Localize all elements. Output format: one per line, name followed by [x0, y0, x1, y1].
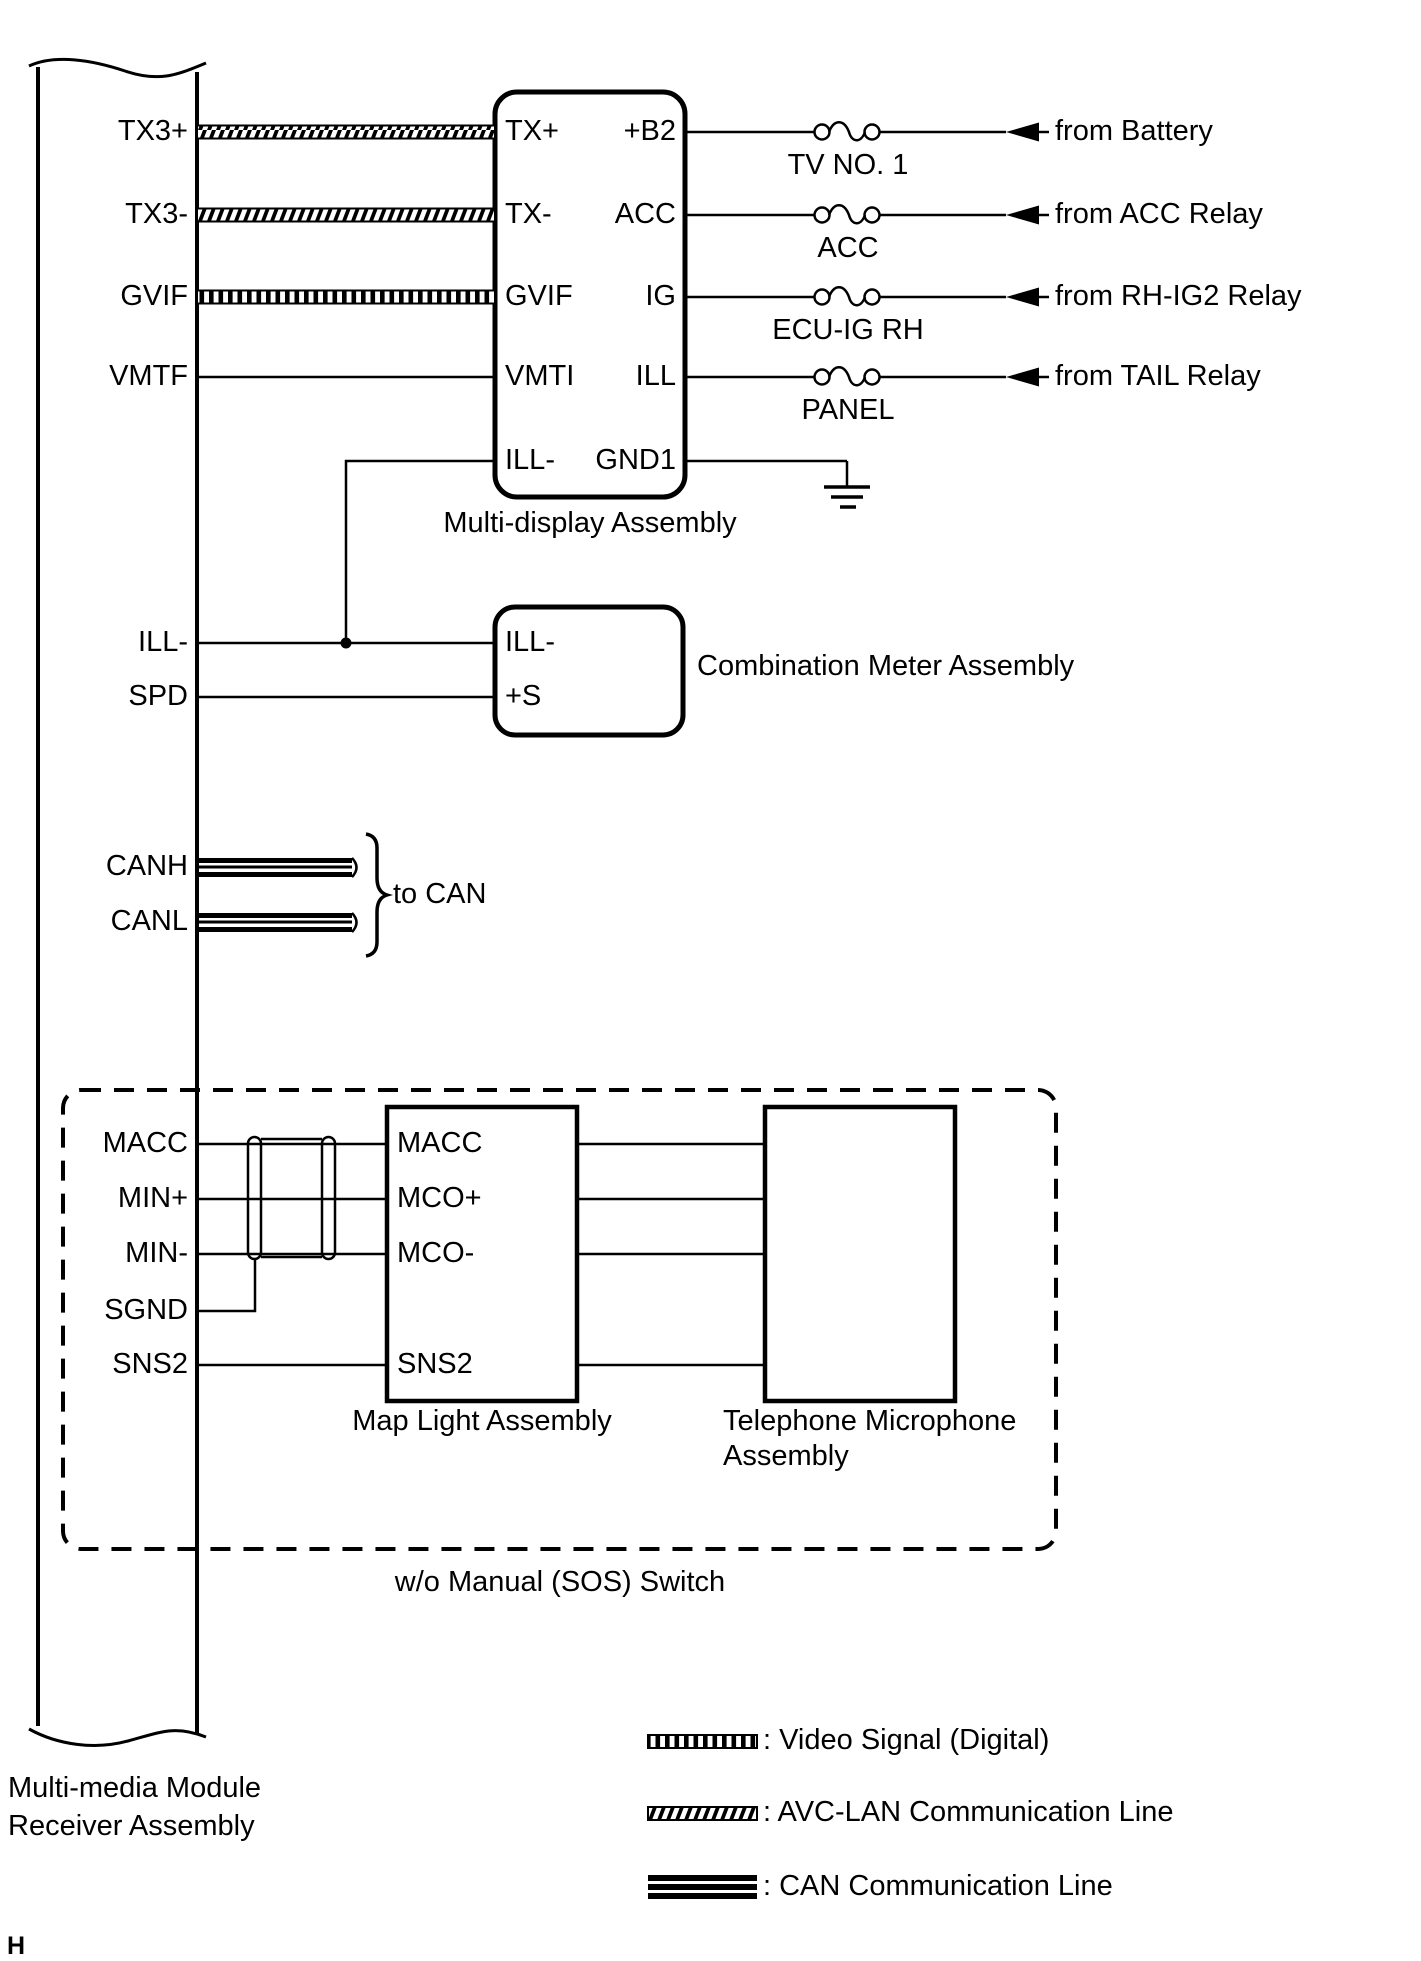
receiver-title-line2: Receiver Assembly — [8, 1809, 255, 1842]
avc-lan-line-tx3minus — [197, 209, 495, 222]
display-pin-illr: ILL — [635, 359, 676, 392]
fuse-icon — [815, 205, 880, 223]
arrow-left-icon — [1006, 123, 1049, 142]
multi-display-title: Multi-display Assembly — [443, 506, 737, 539]
torn-edge-top-icon — [29, 59, 206, 76]
arrow-left-icon — [1006, 206, 1049, 225]
receiver-pin-vmtf: VMTF — [109, 359, 188, 392]
brace-icon — [366, 834, 387, 956]
fuse-label-ecu-ig: ECU-IG RH — [772, 313, 924, 346]
receiver-title-line1: Multi-media Module — [8, 1771, 262, 1804]
source-from-acc-relay: from ACC Relay — [1055, 197, 1263, 230]
fuse-icon — [815, 367, 880, 385]
receiver-pin-canl: CANL — [110, 904, 188, 937]
map-pin-macc: MACC — [397, 1126, 483, 1159]
fuse-icon — [815, 287, 880, 305]
display-pin-ig: IG — [645, 279, 676, 312]
fuse-label-tv-no1: TV NO. 1 — [787, 148, 909, 181]
display-pin-gnd1: GND1 — [595, 443, 676, 476]
can-line-canh — [197, 858, 357, 877]
fuse-row-acc — [685, 205, 1049, 224]
receiver-pin-canh: CANH — [105, 849, 188, 882]
map-pin-sns2: SNS2 — [397, 1347, 473, 1380]
comb-pin-s: +S — [505, 679, 542, 712]
legend-video-line-icon — [648, 1735, 757, 1748]
receiver-pin-macc: MACC — [102, 1126, 188, 1159]
display-pin-gvif: GVIF — [505, 279, 573, 312]
fuse-label-panel: PANEL — [801, 393, 895, 426]
receiver-band — [29, 59, 206, 1745]
display-pin-b2: +B2 — [623, 114, 676, 147]
telephone-mic-title-line2: Assembly — [723, 1439, 849, 1472]
display-pin-txplus: TX+ — [505, 114, 559, 147]
legend-can-line-icon — [648, 1875, 757, 1899]
receiver-pin-tx3plus: TX3+ — [117, 114, 188, 147]
torn-edge-bottom-icon — [29, 1729, 206, 1745]
legend-video-label: : Video Signal (Digital) — [763, 1723, 1050, 1756]
receiver-pin-gvif: GVIF — [120, 279, 188, 312]
fuse-label-acc: ACC — [817, 231, 879, 264]
to-can-label: to CAN — [393, 877, 487, 910]
telephone-mic-box — [765, 1107, 955, 1401]
fuse-row-b2 — [685, 122, 1049, 141]
map-light-title: Map Light Assembly — [352, 1404, 612, 1437]
comb-pin-ill: ILL- — [505, 625, 555, 658]
fuse-row-ig — [685, 287, 1049, 306]
source-from-battery: from Battery — [1055, 114, 1213, 147]
source-from-tail: from TAIL Relay — [1055, 359, 1261, 392]
sos-box-label: w/o Manual (SOS) Switch — [394, 1565, 726, 1598]
display-pin-txminus: TX- — [505, 197, 552, 230]
legend-avc-lan-line-icon — [648, 1807, 757, 1820]
map-pin-mcominus: MCO- — [397, 1236, 475, 1269]
display-pin-acc: ACC — [614, 197, 676, 230]
telephone-mic-title-line1: Telephone Microphone — [723, 1404, 1017, 1437]
receiver-pin-tx3minus: TX3- — [125, 197, 188, 230]
receiver-pin-minminus: MIN- — [125, 1236, 188, 1269]
receiver-pin-spd: SPD — [128, 679, 188, 712]
fuse-row-ill — [685, 367, 1049, 386]
source-from-rh-ig2: from RH-IG2 Relay — [1055, 279, 1302, 312]
wire-ill-minus-bend — [346, 461, 495, 643]
legend-can-label: : CAN Communication Line — [763, 1869, 1113, 1902]
arrow-left-icon — [1006, 288, 1049, 307]
can-line-canl — [197, 913, 357, 932]
fuse-icon — [815, 122, 880, 140]
arrow-left-icon — [1006, 368, 1049, 387]
display-pin-vmti: VMTI — [505, 359, 575, 392]
legend-avc-label: : AVC-LAN Communication Line — [763, 1795, 1174, 1828]
page-code: H — [7, 1932, 26, 1960]
video-signal-line-gvif — [197, 291, 495, 304]
display-pin-ill: ILL- — [505, 443, 555, 476]
receiver-pin-minplus: MIN+ — [117, 1181, 188, 1214]
avc-lan-line-tx3plus — [197, 126, 495, 139]
receiver-pin-sns2: SNS2 — [112, 1347, 188, 1380]
ground-icon — [685, 461, 870, 507]
receiver-pin-ill: ILL- — [138, 625, 188, 658]
combination-meter-title: Combination Meter Assembly — [697, 649, 1075, 682]
map-pin-mcoplus: MCO+ — [397, 1181, 482, 1214]
receiver-pin-sgnd: SGND — [104, 1293, 188, 1326]
